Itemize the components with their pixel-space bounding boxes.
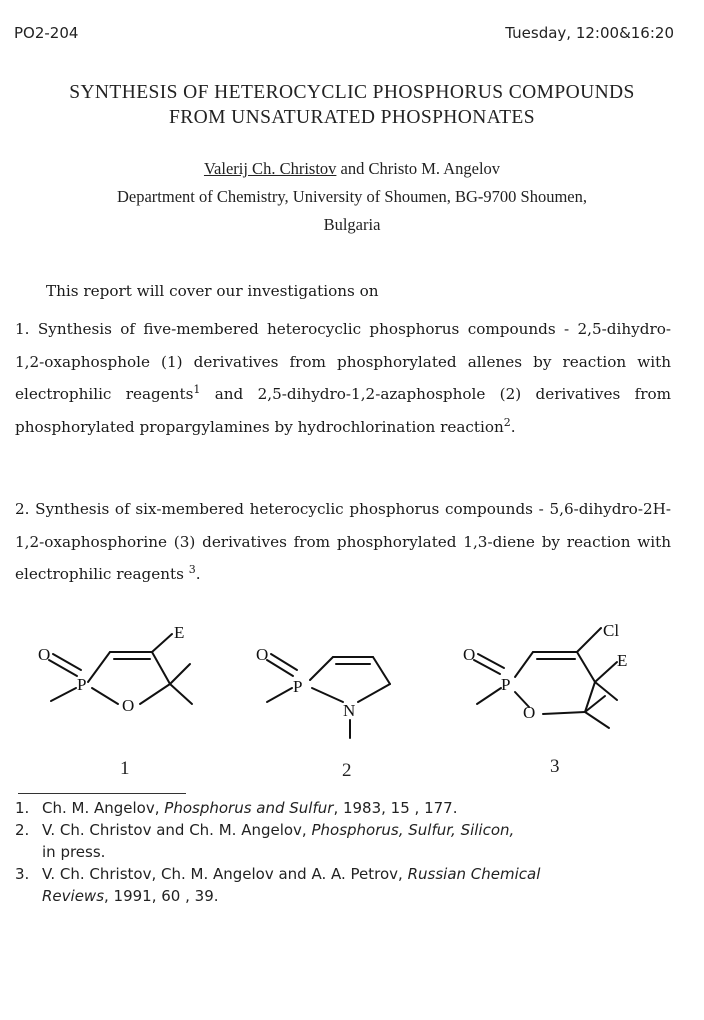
atom-label: O xyxy=(463,645,476,664)
reference-authors: Ch. M. Angelov, xyxy=(42,799,165,817)
atom-label: O xyxy=(122,696,135,715)
paragraph-1 xyxy=(15,313,671,443)
atom-label: N xyxy=(343,701,356,720)
title-line-2: FROM UNSATURATED PHOSPHONATES xyxy=(169,107,535,128)
author-connector: and xyxy=(336,159,369,178)
p2-end: . xyxy=(195,565,201,583)
affiliation-line-1: Department of Chemistry, University of Shoumen, BG-9700 Shoumen, xyxy=(116,187,588,206)
reference-journal: Phosphorus, Sulfur, Silicon, xyxy=(311,821,515,839)
title-line-1: SYNTHESIS OF HETEROCYCLIC PHOSPHORUS COMPOUNDS xyxy=(69,82,635,103)
reference-journal: Russian Chemical xyxy=(407,865,541,883)
author-line xyxy=(0,155,704,183)
atom-label: E xyxy=(174,623,185,642)
footnote-divider xyxy=(18,793,186,794)
atom-label: Cl xyxy=(603,621,620,640)
reference-details: , 1991, 60 , 39. xyxy=(104,887,219,905)
atom-label: P xyxy=(77,675,87,694)
citation-3: 3 xyxy=(188,563,196,576)
paragraph-2 xyxy=(15,493,671,591)
structure-1-drawing xyxy=(30,612,210,722)
reference-status: in press. xyxy=(42,843,106,861)
reference-2 xyxy=(15,819,675,863)
abstract-code: PO2-204 xyxy=(14,24,79,42)
p2-text: 2. Synthesis of six-membered heterocyclic phosphorus compounds - 5,6-dihydro-2H-1,2-oxaphosphorine (3) derivatives from phosphorylated 1,3-diene by reaction with electrophilic reagents xyxy=(15,500,671,583)
atom-label: O xyxy=(256,645,269,664)
coauthor: Christo M. Angelov xyxy=(368,159,501,178)
atom-label: O xyxy=(523,703,536,722)
reference-number: 1. xyxy=(15,799,30,817)
presenting-author: Valerij Ch. Christov xyxy=(203,159,337,178)
p1-text-a: 1. Synthesis of five-membered heterocyclic phosphorus compounds - 2,5-dihydro-1,2-oxaphosphole (1) derivatives from phosphorylated allenes by reaction with electrophilic reagents xyxy=(15,320,671,403)
reference-journal: Phosphorus and Sulfur xyxy=(164,799,334,817)
atom-label: P xyxy=(501,675,511,694)
reference-number: 2. xyxy=(15,821,30,839)
author-block xyxy=(0,155,704,239)
structure-2-drawing xyxy=(248,612,408,752)
structure-2 xyxy=(248,612,408,756)
p1-text-b: and 2,5-dihydro-1,2-azaphosphole (2) derivatives from phosphorylated propargylamines by hydrochlorination reaction xyxy=(15,385,671,436)
reference-authors: V. Ch. Christov, Ch. M. Angelov and A. A. Petrov, xyxy=(42,865,408,883)
atom-label: P xyxy=(293,677,303,696)
affiliation-line-2: Bulgaria xyxy=(323,215,381,234)
reference-authors: V. Ch. Christov and Ch. M. Angelov, xyxy=(42,821,312,839)
reference-3 xyxy=(15,863,675,907)
structure-3-drawing xyxy=(455,612,675,742)
reference-1 xyxy=(15,797,675,819)
structure-3 xyxy=(455,612,675,746)
citation-2: 2 xyxy=(503,415,511,429)
compound-number-2: 2 xyxy=(342,760,352,781)
reference-journal-cont: Reviews xyxy=(42,887,105,905)
atom-label: O xyxy=(38,645,51,664)
p1-end: . xyxy=(510,417,516,436)
atom-label: E xyxy=(617,651,628,670)
citation-1: 1 xyxy=(193,383,201,396)
intro-sentence: This report will cover our investigations on xyxy=(46,282,379,300)
reference-list xyxy=(15,797,675,907)
session-time: Tuesday, 12:00&16:20 xyxy=(505,24,674,42)
reference-details: , 1983, 15 , 177. xyxy=(333,799,458,817)
structure-1 xyxy=(30,612,210,726)
reference-number: 3. xyxy=(15,865,30,883)
paper-title xyxy=(0,80,704,130)
compound-number-3: 3 xyxy=(550,756,560,777)
compound-number-1: 1 xyxy=(120,758,130,779)
